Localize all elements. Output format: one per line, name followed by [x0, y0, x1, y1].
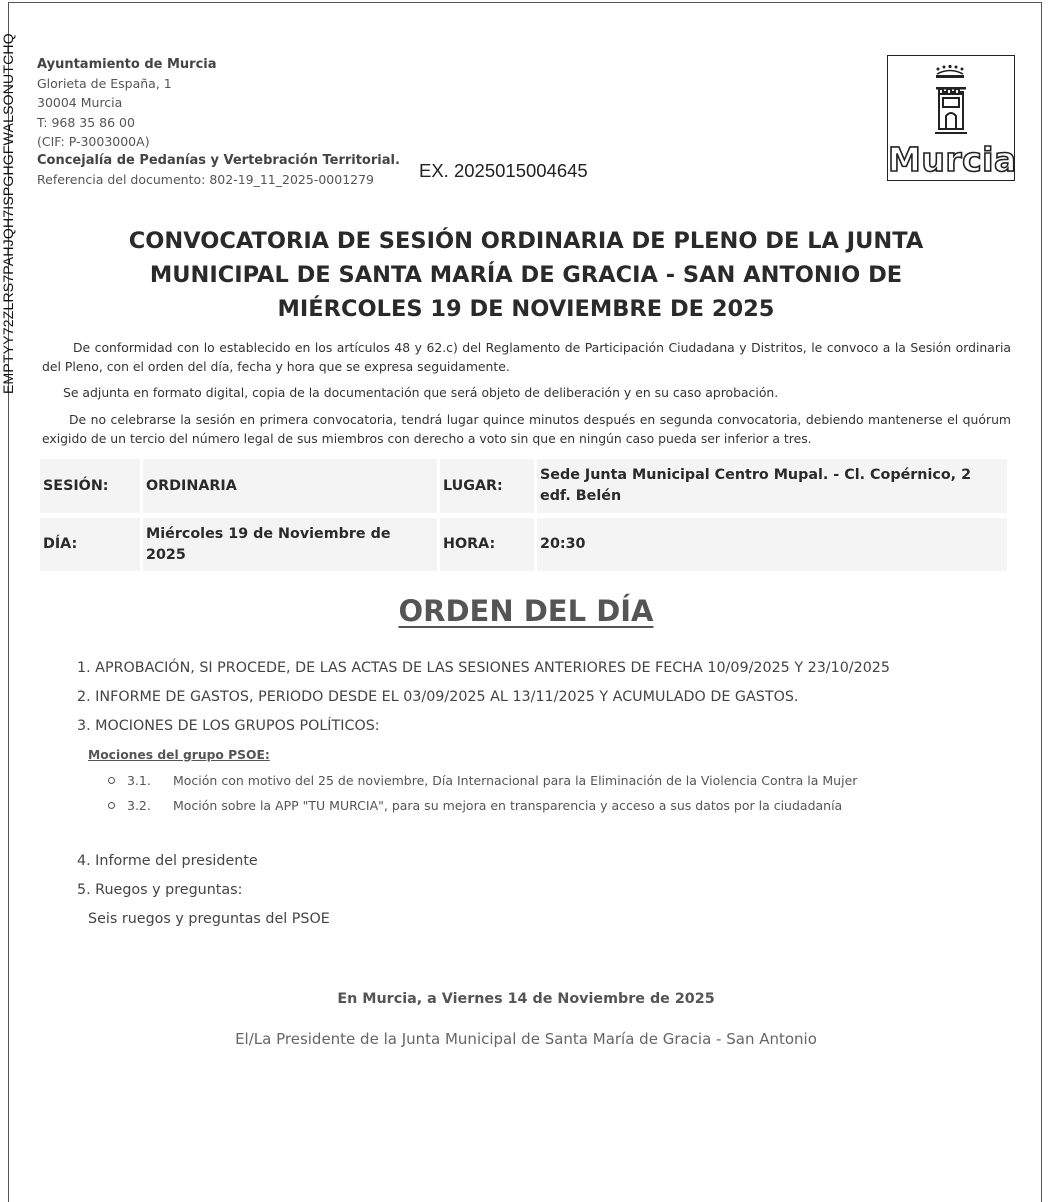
- circle-bullet-icon: [108, 802, 115, 809]
- list-item: [108, 773, 857, 788]
- department: Concejalía de Pedanías y Vertebración Territorial.: [37, 153, 400, 169]
- subitem-number: 3.2.: [127, 798, 151, 813]
- list-item: [108, 798, 842, 813]
- subitem-number: 3.1.: [127, 773, 151, 788]
- sesion-label: SESIÓN:: [40, 459, 140, 513]
- paragraph-documentacion: Se adjunta en formato digital, copia de la documentación que será objeto de deliberación y en su caso aprobación.: [63, 385, 779, 400]
- title-line-3: MIÉRCOLES 19 DE NOVIEMBRE DE 2025: [277, 296, 775, 322]
- agenda-item-1: 1. APROBACIÓN, SI PROCEDE, DE LAS ACTAS DE LAS SESIONES ANTERIORES DE FECHA 10/09/2025 Y 23/10/2025: [77, 660, 890, 676]
- phone: T: 968 35 86 00: [37, 114, 135, 130]
- subitem-text: Moción con motivo del 25 de noviembre, Día Internacional para la Eliminación de la Violencia Contra la Mujer: [173, 773, 858, 788]
- agenda-item-2: 2. INFORME DE GASTOS, PERIODO DESDE EL 03/09/2025 AL 13/11/2025 Y ACUMULADO DE GASTOS.: [77, 689, 799, 705]
- hora-value: 20:30: [537, 513, 1007, 571]
- side-verification-code: EMPTYY72ZLRS7PAHJQH7ISPGHGFWALSONUTCHQ: [0, 33, 16, 394]
- mociones-psoe-heading: Mociones del grupo PSOE:: [88, 748, 270, 762]
- agenda-item-5: 5. Ruegos y preguntas:: [77, 882, 243, 898]
- agenda-item-5-detail: Seis ruegos y preguntas del PSOE: [88, 911, 330, 927]
- session-info-table: [37, 459, 1010, 571]
- lugar-label: LUGAR:: [440, 459, 534, 513]
- orden-del-dia-title: ORDEN DEL DÍA: [398, 594, 654, 628]
- cif: (CIF: P-3003000A): [37, 133, 150, 149]
- expediente-number: EX. 2025015004645: [419, 160, 588, 181]
- signature-role: El/La Presidente de la Junta Municipal de Santa María de Gracia - San Antonio: [235, 1030, 817, 1048]
- signature-date: En Murcia, a Viernes 14 de Noviembre de 2025: [337, 991, 715, 1007]
- sesion-value: ORDINARIA: [143, 459, 437, 513]
- subitem-text: Moción sobre la APP "TU MURCIA", para su mejora en transparencia y acceso a sus datos por la ciudadanía: [173, 798, 843, 813]
- header-block: [37, 55, 400, 189]
- document-reference: Referencia del documento: 802-19_11_2025-0001279: [37, 172, 375, 188]
- dia-value: Miércoles 19 de Noviembre de 2025: [143, 513, 437, 571]
- logo-text: Murcia: [888, 140, 1017, 179]
- table-row: [40, 459, 1007, 513]
- address-line-2: 30004 Murcia: [37, 95, 123, 111]
- paragraph-quorum: De no celebrarse la sesión en primera convocatoria, tendrá lugar quince minutos después en segunda convocatoria, debiendo mantenerse el quórum exigido de un tercio del número legal de sus miembros con derecho a voto sin que en ningún caso pueda ser inferior a tres.: [42, 412, 1011, 446]
- table-row: [40, 513, 1007, 571]
- org-name: Ayuntamiento de Murcia: [37, 57, 217, 72]
- title-line-1: CONVOCATORIA DE SESIÓN ORDINARIA DE PLENO DE LA JUNTA: [128, 228, 924, 254]
- dia-label: DÍA:: [40, 513, 140, 571]
- hora-label: HORA:: [440, 513, 534, 571]
- lugar-value: Sede Junta Municipal Centro Mupal. - Cl. Copérnico, 2 edf. Belén: [537, 459, 1007, 513]
- address-line-1: Glorieta de España, 1: [37, 76, 172, 92]
- murcia-logo: [887, 55, 1015, 181]
- agenda-item-4: 4. Informe del presidente: [77, 853, 258, 869]
- circle-bullet-icon: [108, 777, 115, 784]
- document-title: [60, 224, 992, 326]
- agenda-item-3: 3. MOCIONES DE LOS GRUPOS POLÍTICOS:: [77, 718, 380, 734]
- paragraph-convocatoria: De conformidad con lo establecido en los artículos 48 y 62.c) del Reglamento de Participación Ciudadana y Distritos, le convoco a la Sesión ordinaria del Pleno, con el orden del día, fecha y hora que se expresa seguidamente.: [42, 340, 1011, 374]
- title-line-2: MUNICIPAL DE SANTA MARÍA DE GRACIA - SAN ANTONIO DE: [149, 262, 903, 288]
